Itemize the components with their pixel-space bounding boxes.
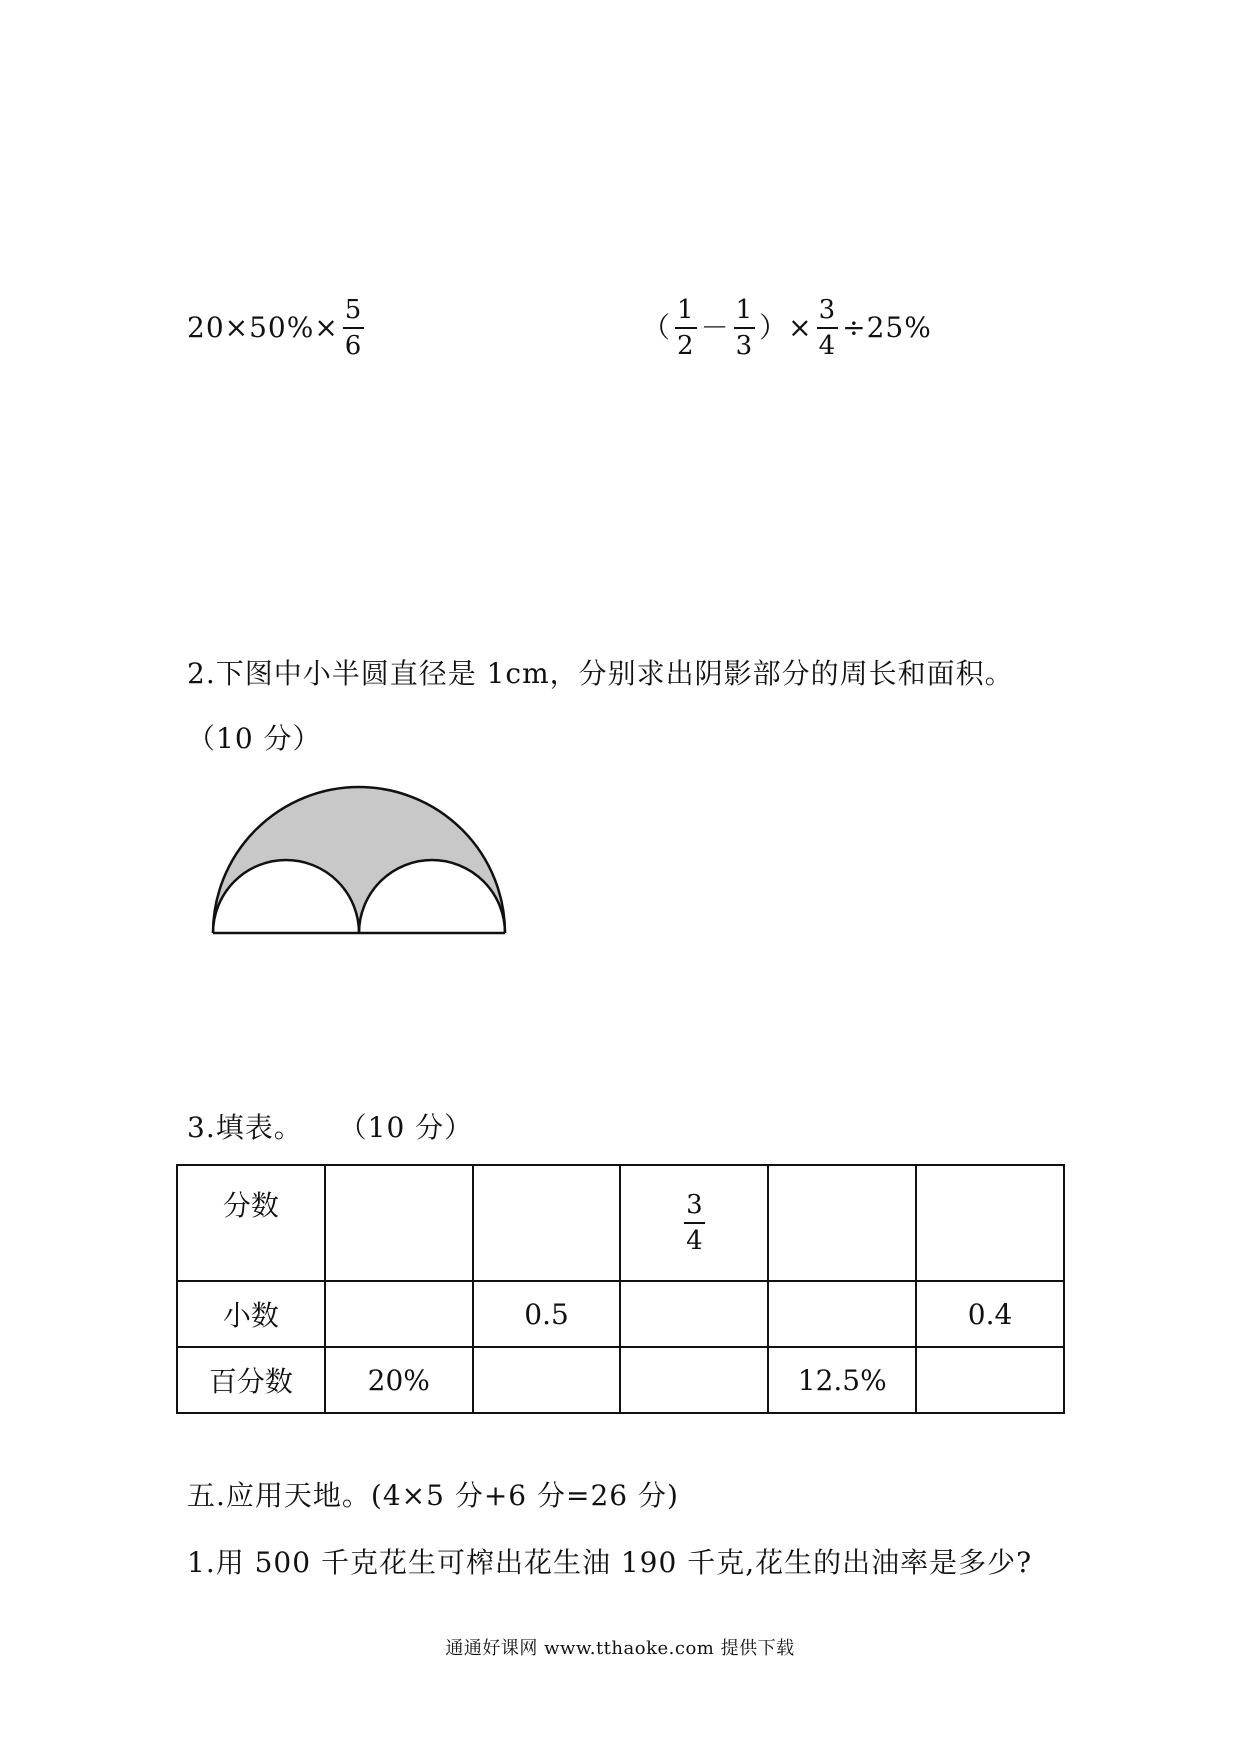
question-3-title — [187, 1110, 473, 1146]
fraction-cell-1[interactable] — [325, 1165, 473, 1281]
fraction-bar — [817, 327, 839, 329]
percent-cell-2[interactable] — [473, 1347, 621, 1413]
expr1-prefix: 20×50%× — [187, 311, 339, 344]
fraction-bar — [675, 327, 697, 329]
percent-cell-4: 12.5% — [768, 1347, 916, 1413]
expr2-fraction-3 — [817, 295, 839, 361]
question-2-text: 2.下图中小半圆直径是 1cm，分别求出阴影部分的周长和面积。 — [187, 657, 1014, 690]
fraction-denominator: 4 — [818, 331, 837, 361]
row-label-decimal: 小数 — [177, 1281, 325, 1347]
fraction-numerator: 3 — [686, 1190, 703, 1220]
fraction-numerator: 3 — [818, 295, 837, 325]
calc-expression-1 — [187, 295, 368, 361]
row-label-percent: 百分数 — [177, 1347, 325, 1413]
expr2-open-paren: （ — [642, 311, 672, 344]
question-2-score: （10 分） — [187, 722, 322, 755]
decimal-cell-4[interactable] — [768, 1281, 916, 1347]
semicircle-figure — [200, 780, 520, 940]
section-5-title: 五.应用天地。(4×5 分+6 分=26 分) — [187, 1479, 679, 1512]
table-row-fraction — [177, 1165, 1064, 1281]
fraction-numerator: 1 — [677, 295, 695, 325]
fraction-denominator: 6 — [344, 331, 363, 361]
calc-expression-2 — [642, 295, 932, 361]
section-5-question-1: 1.用 500 千克花生可榨出花生油 190 千克,花生的出油率是多少? — [187, 1546, 1033, 1579]
fraction-denominator: 4 — [686, 1226, 703, 1256]
expr2-minus: － — [700, 311, 730, 344]
shaded-region — [213, 787, 505, 933]
table-row-decimal — [177, 1281, 1064, 1347]
fraction-denominator: 3 — [735, 331, 754, 361]
decimal-cell-2: 0.5 — [473, 1281, 621, 1347]
fraction-three-quarters — [684, 1190, 705, 1256]
percent-cell-5[interactable] — [916, 1347, 1064, 1413]
decimal-cell-5: 0.4 — [916, 1281, 1064, 1347]
fraction-cell-5[interactable] — [916, 1165, 1064, 1281]
fraction-numerator: 1 — [735, 295, 754, 325]
expr1-fraction — [343, 295, 365, 361]
fraction-cell-3 — [620, 1165, 768, 1281]
expr2-fraction-1 — [675, 295, 697, 361]
page-footer: 通通好课网 www.tthaoke.com 提供下载 — [445, 1638, 795, 1659]
fraction-bar — [684, 1222, 705, 1224]
expr2-fraction-2 — [734, 295, 756, 361]
expr2-suffix: ÷25% — [842, 311, 932, 344]
fraction-bar — [734, 327, 756, 329]
fraction-denominator: 2 — [677, 331, 695, 361]
fill-table — [176, 1164, 1065, 1414]
fraction-cell-4[interactable] — [768, 1165, 916, 1281]
question-3-score: （10 分） — [338, 1111, 474, 1144]
expr2-close-times: ）× — [759, 311, 813, 344]
decimal-cell-3[interactable] — [620, 1281, 768, 1347]
percent-cell-1: 20% — [325, 1347, 473, 1413]
fraction-numerator: 5 — [344, 295, 363, 325]
percent-cell-3[interactable] — [620, 1347, 768, 1413]
table-row-percent — [177, 1347, 1064, 1413]
row-label-fraction: 分数 — [177, 1165, 325, 1281]
decimal-cell-1[interactable] — [325, 1281, 473, 1347]
fraction-cell-2[interactable] — [473, 1165, 621, 1281]
fraction-bar — [343, 327, 365, 329]
question-3-label: 3.填表。 — [187, 1111, 303, 1144]
